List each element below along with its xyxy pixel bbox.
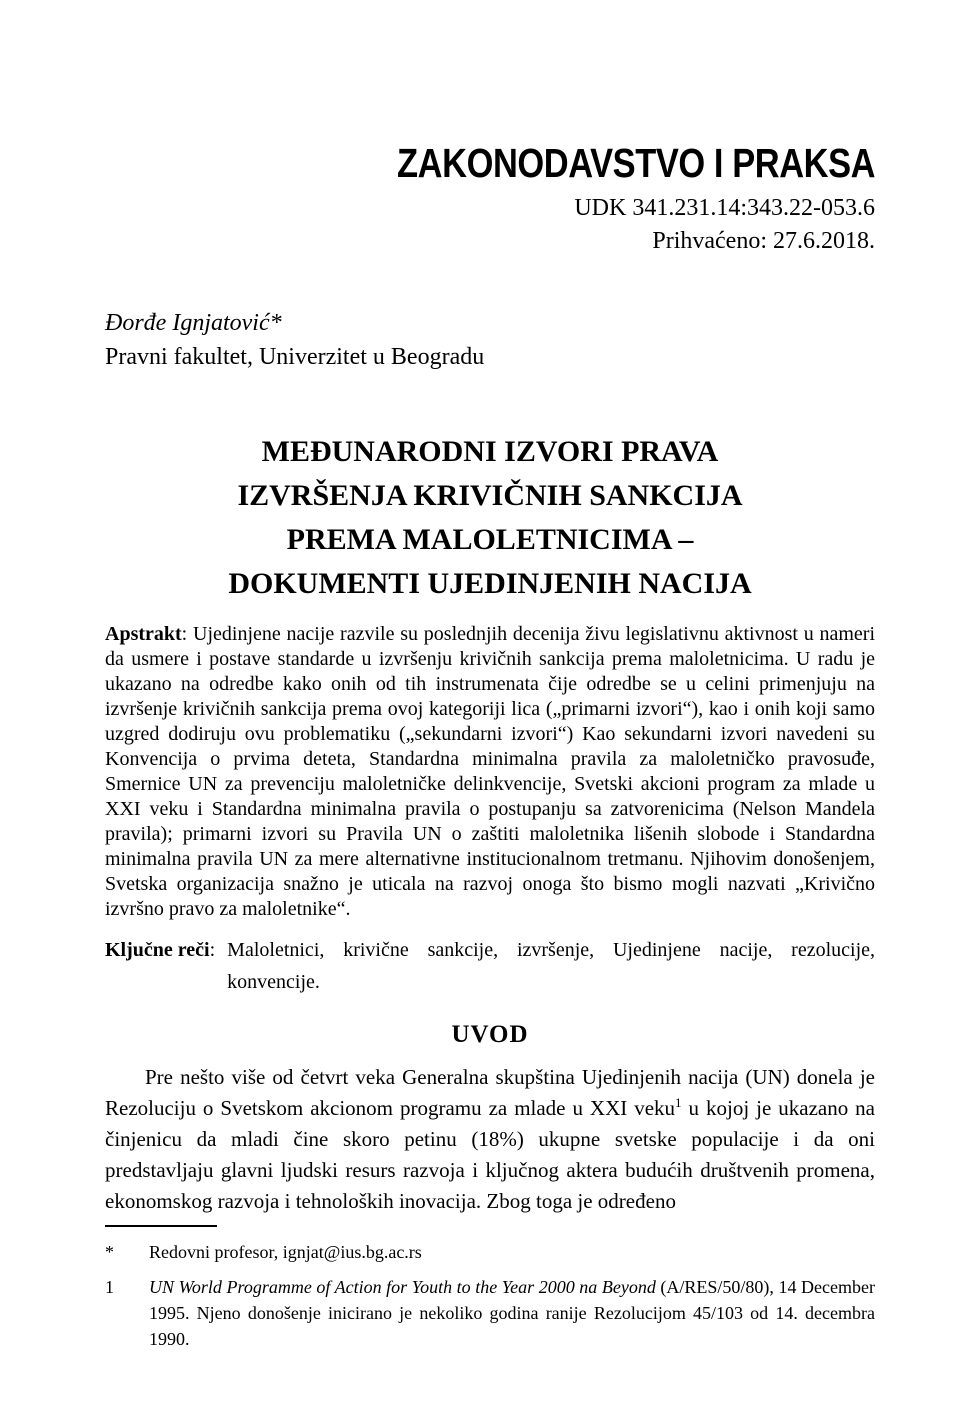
intro-text-after-ref: u kojoj je ukazano na činjenicu da mladi čine skoro petinu (18%) ukupne svetske populacije i da oni predstavljaju glavni ljudski resurs razvoja i ključnog aktera budućih društvenih promena, ekonomskog razvoja i tehnoloških inovacija. Zbog toga je određeno [105, 1096, 875, 1213]
footnote-text: Redovni profesor, ignjat@ius.bg.ac.rs [149, 1242, 422, 1262]
udk-number: UDK 341.231.14:343.22-053.6 [574, 195, 875, 221]
author-block [105, 306, 875, 374]
article-title-line-4: DOKUMENTI UJEDINJENIH NACIJA [228, 567, 752, 600]
footnotes-section [105, 1225, 875, 1352]
article-title-line-3: PREMA MALOLETNICIMA – [286, 523, 694, 556]
footnote-asterisk [105, 1239, 875, 1265]
keywords-label-wrap [105, 934, 215, 966]
intro-paragraph [105, 1062, 875, 1217]
journal-title: ZAKONODAVSTVO I PRAKSA [396, 140, 875, 186]
footnote-ref-1: 1 [675, 1095, 682, 1110]
footnote-1-regular-text: (A/RES/50/80), 14 December 1995. Njeno donošenje inicirano je nekoliko godina ranije Rezolucijom 45/103 od 14. decembra 1990. [149, 1277, 876, 1349]
footnote-1-italic-title: UN World Programme of Action for Youth to the Year 2000 na Beyond [149, 1277, 656, 1297]
journal-header [105, 140, 875, 258]
article-title [105, 430, 875, 606]
footnote-text [149, 1274, 875, 1352]
acceptance-date: Prihvaćeno: 27.6.2018. [652, 228, 875, 254]
footnote-marker: * [105, 1242, 114, 1262]
article-title-line-2: IZVRŠENJA KRIVIČNIH SANKCIJA [237, 479, 743, 512]
footnote-separator-rule [105, 1225, 217, 1227]
keywords-label: Ključne reči [105, 939, 210, 961]
abstract-paragraph [105, 622, 875, 922]
author-name: Đorđe Ignjatović* [105, 310, 282, 336]
footnote-marker: 1 [105, 1277, 114, 1297]
author-affiliation: Pravni fakultet, Univerzitet u Beogradu [105, 344, 485, 370]
keywords-row [105, 934, 875, 998]
section-heading-uvod: UVOD [451, 1021, 529, 1048]
abstract-text: : Ujedinjene nacije razvile su poslednjih decenija živu legislativnu aktivnost u nameri da usmere i postave standarde u izvršenju krivičnih sankcija prema maloletnicima. U radu je ukazano na odredbe kako onih od tih instrumenata čije odredbe se u celini primenjuju na izvršenje krivičnih sankcija prema ovoj kategoriji lica („primarni izvori“), kao i onih koji samo uzgred dodiruju ovu problematiku („sekundarni izvori“) Kao sekundarni izvori navedeni su Konvencija o prvima deteta, Standardna minimalna pravila za maloletničko pravosuđe, Smernice UN za prevenciju maloletničke delinkvencije, Svetski akcioni program za mlade u XXI veku i Standardna minimalna pravila o postupanju sa zatvorenicima (Nelson Mandela pravila); primarni izvori su Pravila UN o zaštiti maloletnika lišenih slobode i Standardna minimalna pravila UN za mere alternativne institucionalnom tretmanu. Njihovim donošenjem, Svetska organizacija snažno je uticala na razvoj onoga što bismo mogli nazvati „Krivično izvršno pravo za maloletnike“. [105, 623, 875, 920]
article-title-line-1: MEĐUNARODNI IZVORI PRAVA [261, 435, 719, 468]
journal-title-row [105, 140, 875, 186]
keywords-colon: : [209, 939, 216, 961]
intro-text-before-ref: Pre nešto više od četvrt veka Generalna skupština Ujedinjenih nacija (UN) donela je Rezoluciju o Svetskom akcionom programu za mlade u XXI veku [105, 1065, 875, 1120]
keywords-text: Maloletnici, krivične sankcije, izvršenje, Ujedinjene nacije, rezolucije, konvencije. [227, 939, 875, 993]
footnote-1 [105, 1274, 875, 1352]
abstract-label: Apstrakt [105, 623, 182, 645]
